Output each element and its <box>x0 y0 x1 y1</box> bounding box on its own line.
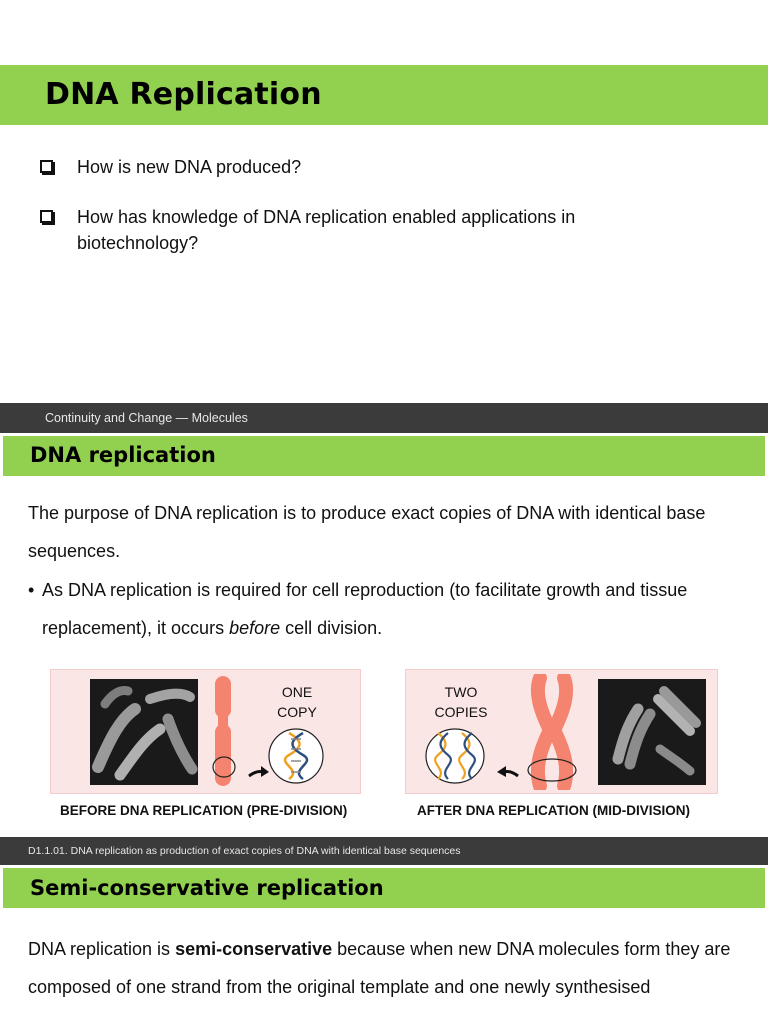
dna-double-helix-icon <box>424 727 486 785</box>
dna-helix-icon <box>267 727 325 785</box>
semi-text-bold: semi-conservative <box>175 939 333 959</box>
semi-conservative-paragraph <box>28 930 753 1006</box>
bullet-text-end: cell division. <box>280 618 383 638</box>
diagram-after-replication <box>405 669 718 794</box>
caption-after: AFTER DNA REPLICATION (MID-DIVISION) <box>417 803 690 818</box>
slide2-title: DNA replication <box>30 443 216 467</box>
arrow-left-icon <box>494 764 520 780</box>
checkbox-icon <box>40 210 53 223</box>
two-copies-label-line1: TWO <box>444 684 478 700</box>
semi-text-after: because when new DNA molecules form they are composed of one strand from the original template and one newly synthesised <box>28 939 731 997</box>
micrograph-single-chromatid <box>90 679 198 785</box>
bullet-text: As DNA replication is required for cell reproduction (to facilitate growth and tissue replacement), it occurs <box>42 580 688 638</box>
highlight-circle-icon <box>211 754 237 780</box>
diagram-before-replication <box>50 669 361 794</box>
chromosome-replicated-icon <box>524 674 580 790</box>
bullet-italic-word: before <box>229 618 281 638</box>
semi-text-before: DNA replication is <box>28 939 176 959</box>
bullet-dot-icon: • <box>28 580 35 600</box>
one-copy-label-line1: ONE <box>281 684 313 700</box>
purpose-paragraph: The purpose of DNA replication is to produce exact copies of DNA with identical base sequences. <box>28 503 706 561</box>
micrograph-sister-chromatids <box>598 679 706 785</box>
two-copies-label <box>430 682 492 722</box>
one-copy-label <box>269 682 325 722</box>
caption-before: BEFORE DNA REPLICATION (PRE-DIVISION) <box>60 803 348 818</box>
slide1-title: DNA Replication <box>45 77 322 112</box>
question-text-1: How is new DNA produced? <box>77 157 302 177</box>
slide1-footer <box>0 403 768 433</box>
checkbox-icon <box>40 160 53 173</box>
slide2-footer-text: D1.1.01. DNA replication as production of exact copies of DNA with identical base sequences <box>28 845 461 857</box>
slide2-footer <box>0 837 768 865</box>
one-copy-label-line2: COPY <box>277 704 317 720</box>
slide3-title: Semi-conservative replication <box>30 876 384 900</box>
bullet-paragraph <box>28 571 748 647</box>
question-text-2: How has knowledge of DNA replication enabled applications in biotechnology? <box>77 207 576 253</box>
two-copies-label-line2: COPIES <box>434 704 488 720</box>
slide1-footer-text: Continuity and Change — Molecules <box>45 411 248 425</box>
